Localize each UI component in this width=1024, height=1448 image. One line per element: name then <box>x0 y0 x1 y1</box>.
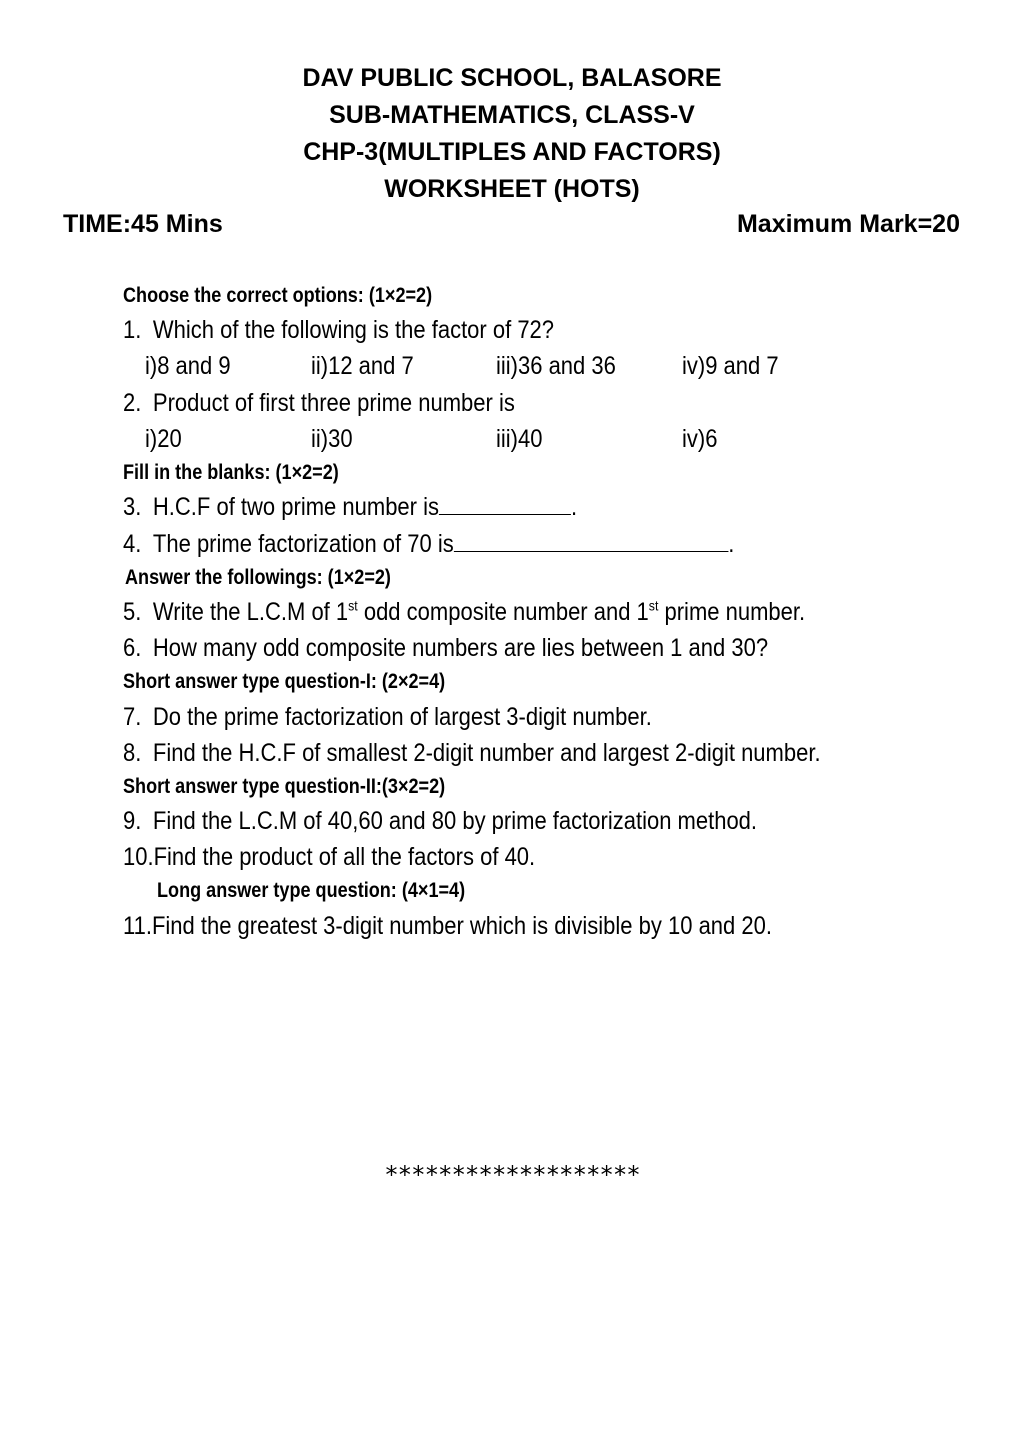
question-text-part-1: Write the L.C.M of 1 <box>152 598 349 626</box>
ordinal-suffix: st <box>648 597 659 614</box>
worksheet-title: WORKSHEET (HOTS) <box>384 175 640 203</box>
question-number: 11. <box>123 912 152 940</box>
question-9 <box>123 806 757 836</box>
option-i: i)8 and 9 <box>145 352 231 380</box>
question-text: Find the greatest 3-digit number which is divisible by 10 and 20. <box>151 912 772 940</box>
ordinal-suffix: st <box>348 597 358 614</box>
time-label: TIME:45 Mins <box>63 210 223 238</box>
section-fill-heading: Fill in the blanks: (1×2=2) <box>123 461 339 484</box>
school-name: DAV PUBLIC SCHOOL, BALASORE <box>302 64 722 92</box>
question-number: 7. <box>123 703 142 731</box>
question-end: . <box>728 530 735 558</box>
max-mark-label: Maximum Mark=20 <box>736 210 960 238</box>
option-iii: iii)36 and 36 <box>496 352 616 380</box>
question-number: 2. <box>123 389 142 417</box>
question-10 <box>123 842 535 872</box>
question-11 <box>123 911 772 941</box>
section-answer-heading: Answer the followings: (1×2=2) <box>125 566 391 589</box>
question-2 <box>123 388 515 418</box>
option-iv: iv)9 and 7 <box>682 352 779 380</box>
question-text: Which of the following is the factor of 72? <box>152 316 555 344</box>
question-end: . <box>571 493 578 521</box>
question-text: Do the prime factorization of largest 3-digit number. <box>152 703 652 731</box>
question-text: Product of first three prime number is <box>152 389 515 417</box>
end-of-worksheet-stars: ******************* <box>384 1161 640 1189</box>
chapter-title: CHP-3(MULTIPLES AND FACTORS) <box>303 138 721 166</box>
question-1 <box>123 315 554 345</box>
option-iii: iii)40 <box>496 425 543 453</box>
section-choose-heading: Choose the correct options: (1×2=2) <box>123 284 433 307</box>
question-text: How many odd composite numbers are lies between 1 and 30? <box>152 634 769 662</box>
question-3 <box>123 492 577 522</box>
section-short-1-heading: Short answer type question-I: (2×2=4) <box>123 670 446 693</box>
question-6 <box>123 633 768 663</box>
question-7 <box>123 702 652 732</box>
question-text: H.C.F of two prime number is <box>152 493 440 521</box>
answer-blank <box>439 492 571 515</box>
question-text-part-2: odd composite number and 1 <box>357 598 649 626</box>
section-long-heading: Long answer type question: (4×1=4) <box>157 879 466 902</box>
question-5 <box>123 597 805 627</box>
question-text: The prime factorization of 70 is <box>152 530 454 558</box>
option-ii: ii)12 and 7 <box>311 352 414 380</box>
question-number: 4. <box>123 530 142 558</box>
question-text: Find the L.C.M of 40,60 and 80 by prime factorization method. <box>152 807 758 835</box>
option-i: i)20 <box>145 425 182 453</box>
question-number: 1. <box>123 316 142 344</box>
question-8 <box>123 738 821 768</box>
question-number: 5. <box>123 598 142 626</box>
subject-line: SUB-MATHEMATICS, CLASS-V <box>329 101 695 129</box>
option-iv: iv)6 <box>682 425 718 453</box>
question-text-part-3: prime number. <box>658 598 806 626</box>
question-number: 6. <box>123 634 142 662</box>
question-number: 9. <box>123 807 142 835</box>
option-ii: ii)30 <box>311 425 353 453</box>
question-4 <box>123 529 734 559</box>
section-short-2-heading: Short answer type question-II:(3×2=2) <box>123 775 446 798</box>
question-text: Find the H.C.F of smallest 2-digit number and largest 2-digit number. <box>152 739 821 767</box>
question-text: Find the product of all the factors of 40. <box>153 843 536 871</box>
question-number: 3. <box>123 493 142 521</box>
question-number: 8. <box>123 739 142 767</box>
answer-blank <box>454 529 729 552</box>
question-number: 10. <box>123 843 154 871</box>
